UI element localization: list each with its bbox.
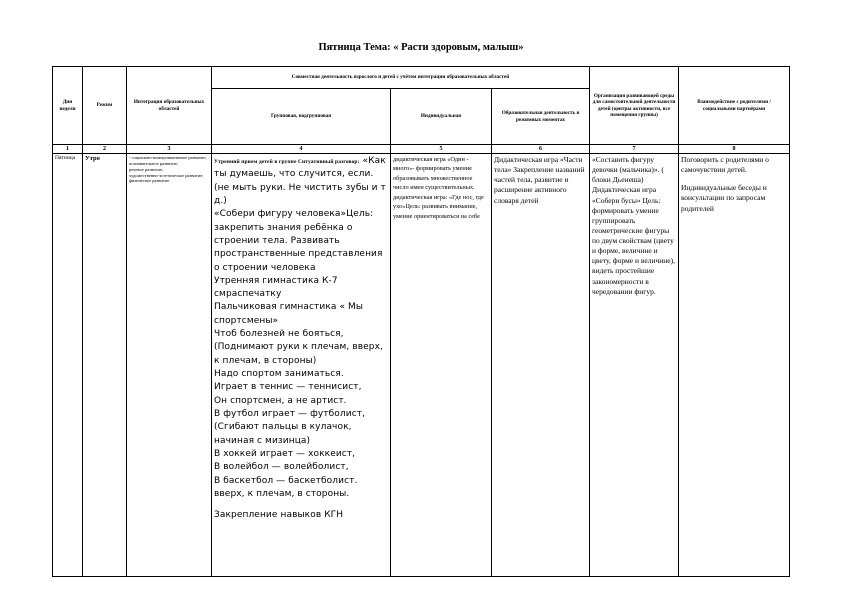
cell-environment: «Составить фигуру девочки (мальчика)». ( блоки Дьенеша) Дидактическая игра «Собери бусы» Цель: формировать умение группировать геометрические фигуры по двум свойствам (цвету и форме, величине и цвету, форме и величине), видеть простейшие закономерности в чередовании фигур. xyxy=(590,154,679,577)
cell-regime: Дидактическая игра «Части тела» Закрепление названий частей тела, развитие и расширение активного словаря детей xyxy=(492,154,590,577)
column-number: 3 xyxy=(127,145,212,154)
header-individual: Индивидуальная xyxy=(391,89,492,145)
group-line: Надо спортом заниматься. xyxy=(214,369,344,379)
parents-text: Поговорить с родителями о самочувствии детей. xyxy=(681,155,769,175)
column-number: 7 xyxy=(590,145,679,154)
integration-item: физическое развитие. xyxy=(129,178,171,184)
group-line: «Как ты думаешь, что случится, если. (не мыть руки. Не чистить зубы и т д.) xyxy=(214,156,386,206)
integration-item: речевое развитие; xyxy=(129,166,164,172)
group-line: Утренняя гимнастика К-7 смраспечатку xyxy=(214,275,338,300)
column-numbers-row xyxy=(53,145,790,154)
group-line: В футбол играет — футболист, (Сгибают пальцы в кулачок, начиная с мизинца) xyxy=(214,408,366,446)
cell-individual: дидактическая игра «Один - много»- формировать умение образовывать множественное число имен существительных. дидактическая игра: «Где нос, где ухо»Цель: развивать внимание, умение ориентироваться на себе xyxy=(391,154,492,577)
column-number: 5 xyxy=(391,145,492,154)
header-integration: Интеграция образовательных областей xyxy=(127,67,212,145)
group-line: Чтоб болезней не бояться, (Поднимают руки к плечам, вверх, к плечам, в стороны) xyxy=(214,329,383,366)
group-tail: Закрепление навыков КГН xyxy=(214,510,344,521)
column-number: 4 xyxy=(212,145,391,154)
cell-integration xyxy=(127,154,212,577)
integration-item: познавательное развитие; xyxy=(129,160,179,166)
cell-mode: Утро xyxy=(83,154,127,577)
header-regime: Образовательная деятельность в режимных моментах xyxy=(492,89,590,145)
header-joint-activity: Совместная деятельность взрослого и детей с учётом интеграции образовательных областей xyxy=(212,67,590,89)
group-line: «Собери фигуру человека»Цель: закрепить знания ребёнка о строении тела. Развивать пространственные представления о строении человека xyxy=(214,209,383,273)
group-line: В волейбол — волейболист, xyxy=(214,462,349,473)
group-line: В баскетбол — баскетболист. вверх, к плечам, в стороны. xyxy=(214,475,358,499)
plan-table xyxy=(52,66,790,577)
header-parents: Взаимодействие с родителями / социальными партнёрами xyxy=(679,67,790,145)
column-number: 1 xyxy=(53,145,83,154)
integration-item: художественно-эстетическое развитие; xyxy=(129,172,204,178)
group-line: В хоккей играет — хоккеист, xyxy=(214,448,356,459)
integration-item: - социально-коммуникативное развитие; xyxy=(129,155,207,160)
cell-group-activity xyxy=(212,154,391,577)
cell-parents xyxy=(679,154,790,577)
cell-day: Пятница xyxy=(53,154,83,577)
page-title: Пятница Тема: « Расти здоровым, малыш» xyxy=(318,42,524,53)
group-lead: Утренний прием детей в группе Ситуативный разговор: xyxy=(214,159,360,165)
header-day: Дни недели xyxy=(53,67,83,145)
group-line: Играет в теннис — теннисист, xyxy=(214,382,362,393)
header-mode: Режим xyxy=(83,67,127,145)
parents-text: Индивидуальные беседы и консультации по запросам родителей xyxy=(681,183,767,213)
header-environment: Организация развивающей среды для самостоятельной деятельности детей (центры активности, все помещения группы) xyxy=(590,67,679,145)
header-group: Групповая, подгрупповая xyxy=(212,89,391,145)
table-row xyxy=(53,154,790,577)
column-number: 2 xyxy=(83,145,127,154)
column-number: 6 xyxy=(492,145,590,154)
group-line: Он спортсмен, а не артист. xyxy=(214,395,347,406)
column-number: 8 xyxy=(679,145,790,154)
group-line: Пальчиковая гимнастика « Мы спортсмены» xyxy=(214,302,364,326)
